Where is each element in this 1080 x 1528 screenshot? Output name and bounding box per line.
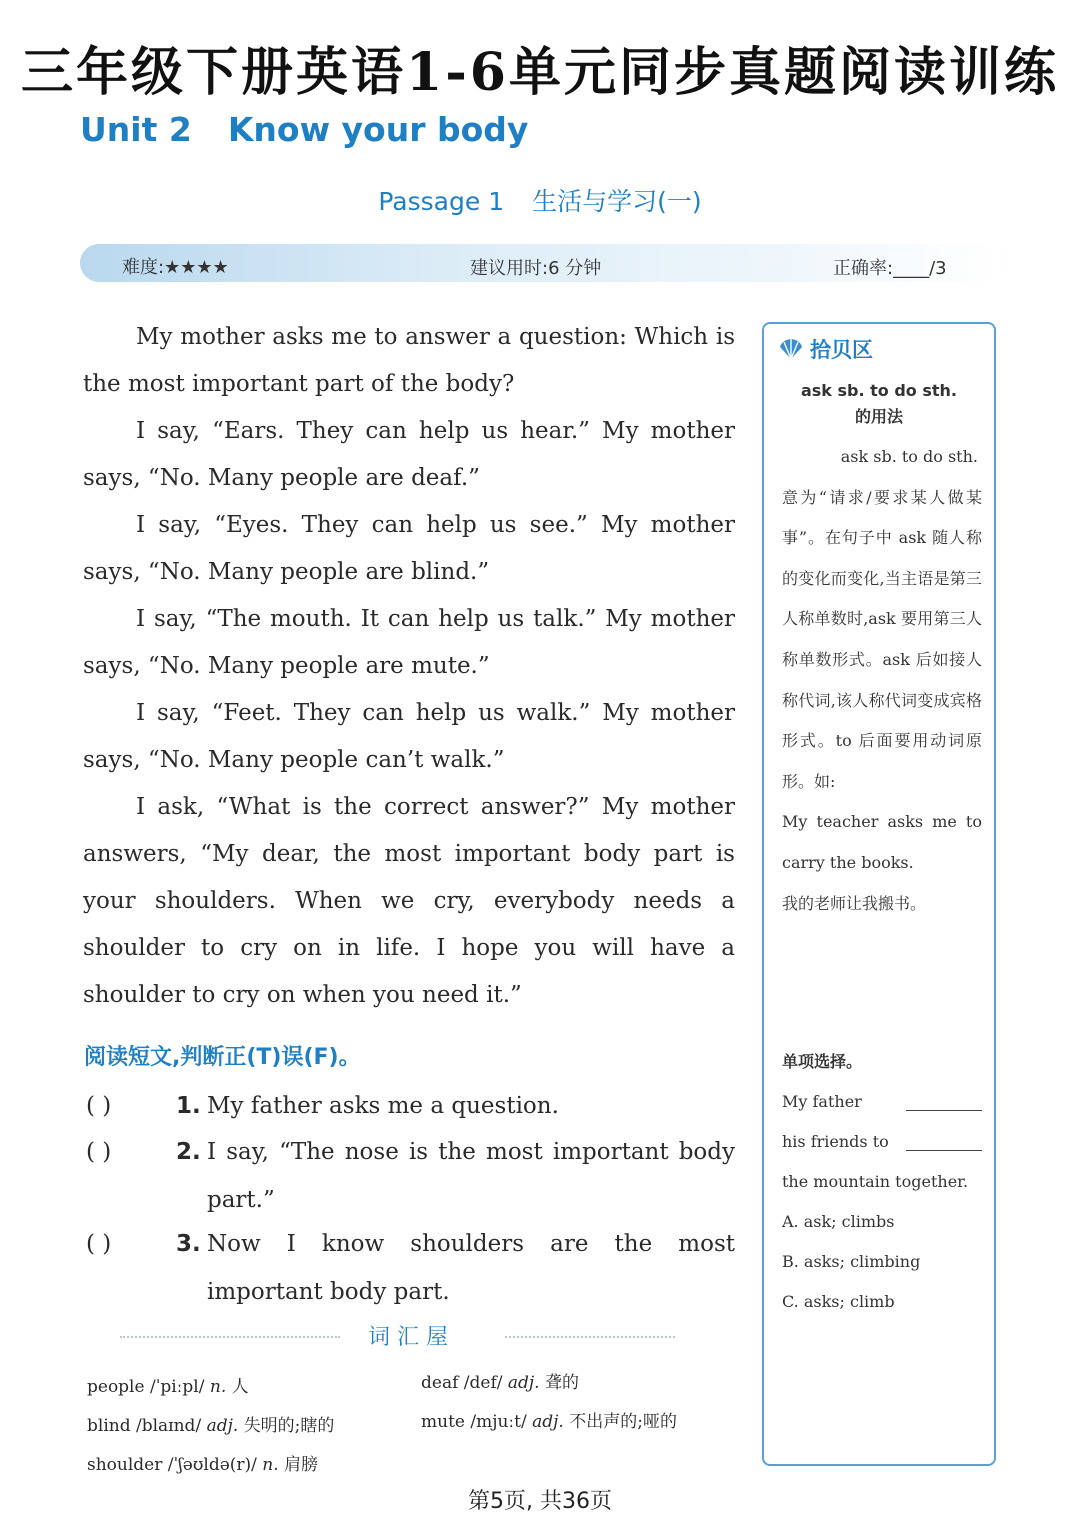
vocab-word: people /ˈpiːpl/ [87, 1377, 205, 1397]
question-item [86, 1128, 736, 1224]
vocab-pos: adj. [532, 1412, 564, 1432]
multiple-choice [782, 1042, 982, 1322]
answer-blank[interactable]: ( ) [86, 1231, 112, 1257]
grammar-example-translation: 我的老师让我搬书。 [782, 893, 927, 913]
vocab-entry [421, 1407, 677, 1432]
mcq-stem: the mountain together. [782, 1172, 969, 1191]
mcq-stem-line [782, 1122, 982, 1162]
vocab-pos: n. [262, 1455, 279, 1475]
grammar-explanation [782, 437, 982, 924]
vocab-word: shoulder /ˈʃəʊldə(r)/ [87, 1455, 257, 1475]
vocab-heading: 词 汇 屋 [368, 1325, 448, 1350]
story-paragraph: I ask, “What is the correct answer?” My mother answers, “My dear, the most important body part is your shoulders. When we cry, everybody needs a shoulder to cry on in life. I hope you will have a shoulder to cry on when you need it.” [83, 794, 735, 1008]
story-paragraph: My mother asks me to answer a question: Which is the most important part of the body? [83, 324, 735, 397]
grammar-pattern: ask sb. to do sth. [840, 447, 978, 466]
page-number: 第5页, 共36页 [468, 1489, 612, 1514]
vocab-entry [87, 1372, 249, 1397]
mcq-option[interactable]: B. asks; climbing [782, 1252, 921, 1271]
vocab-meaning: 不出声的;哑的 [569, 1412, 677, 1432]
grammar-topic: ask sb. to do sth. [800, 381, 958, 400]
reading-passage [83, 314, 735, 1019]
grammar-example: My teacher asks me to carry the books. [782, 812, 982, 872]
vocab-meaning: 人 [231, 1377, 249, 1397]
story-paragraph: I say, “Ears. They can help us hear.” My mother says, “No. Many people are deaf.” [83, 418, 735, 491]
story-paragraph: I say, “The mouth. It can help us talk.” My mother says, “No. Many people are mute.” [83, 606, 735, 679]
mcq-stem: his friends to [782, 1132, 889, 1151]
vocab-word: mute /mjuːt/ [421, 1412, 527, 1432]
question-item [86, 1220, 736, 1316]
tips-sidebar [762, 322, 996, 1466]
page-title: 三年级下册英语1-6单元同步真题阅读训练 [21, 42, 1059, 103]
story-paragraph: I say, “Eyes. They can help us see.” My mother says, “No. Many people are blind.” [83, 512, 735, 585]
vocab-entry [87, 1450, 318, 1475]
question-number: 1. [176, 1093, 201, 1119]
divider [120, 1336, 340, 1338]
suggested-time: 建议用时:6 分钟 [470, 258, 602, 279]
passage-heading [0, 182, 1080, 218]
question-item [86, 1082, 736, 1130]
passage-topic: 生活与学习(一) [532, 187, 702, 216]
grammar-topic-suffix: 的用法 [854, 407, 903, 426]
difficulty-rating: 难度:★★★★ [122, 257, 229, 278]
answer-blank[interactable]: ( ) [86, 1093, 112, 1119]
vocab-pos: adj. [206, 1416, 239, 1436]
question-number: 2. [176, 1139, 201, 1165]
question-text: I say, “The nose is the most important body part.” [207, 1139, 735, 1213]
vocab-word: deaf /def/ [421, 1373, 503, 1393]
info-bar [80, 244, 1000, 282]
question-text: My father asks me a question. [207, 1093, 559, 1119]
unit-heading [80, 110, 564, 149]
vocab-pos: n. [209, 1377, 227, 1397]
grammar-note: 意为“请求/要求某人做某事”。在句子中 ask 随人称的变化而变化,当主语是第三人称单数时,ask 要用第三人称单数形式。ask 后如接人称代词,该人称代词变成宾格形式。to 后面要用动词原形。如: [782, 487, 982, 791]
vocab-pos: adj. [507, 1373, 540, 1393]
unit-name: Know your body [227, 110, 529, 149]
mcq-option[interactable]: C. asks; climb [782, 1292, 895, 1311]
vocab-word: blind /blaɪnd/ [87, 1416, 202, 1436]
accuracy-field: 正确率:____/3 [833, 258, 947, 279]
unit-number: Unit 2 [80, 110, 192, 149]
mcq-stem: My father [782, 1092, 862, 1111]
vocab-meaning: 聋的 [544, 1373, 579, 1393]
passage-label: Passage 1 [378, 187, 505, 216]
vocab-entry [421, 1368, 579, 1393]
sidebar-heading [778, 334, 873, 364]
question-text: Now I know shoulders are the most important body part. [207, 1231, 735, 1305]
question-number: 3. [176, 1231, 201, 1257]
answer-blank[interactable]: ( ) [86, 1139, 112, 1165]
answer-blank[interactable] [906, 1134, 982, 1151]
mcq-stem-line [782, 1082, 982, 1122]
sidebar-heading-text: 拾贝区 [810, 338, 873, 362]
story-paragraph: I say, “Feet. They can help us walk.” My mother says, “No. Many people can’t walk.” [83, 700, 735, 773]
mcq-heading: 单项选择。 [782, 1052, 863, 1071]
shell-icon [778, 338, 804, 360]
divider [505, 1336, 675, 1338]
vocab-meaning: 肩膀 [284, 1455, 319, 1475]
questions-heading: 阅读短文,判断正(T)误(F)。 [84, 1045, 361, 1070]
mcq-option[interactable]: A. ask; climbs [782, 1212, 895, 1231]
vocab-entry [87, 1411, 334, 1436]
answer-blank[interactable] [906, 1094, 982, 1111]
vocab-meaning: 失明的;瞎的 [243, 1416, 335, 1436]
